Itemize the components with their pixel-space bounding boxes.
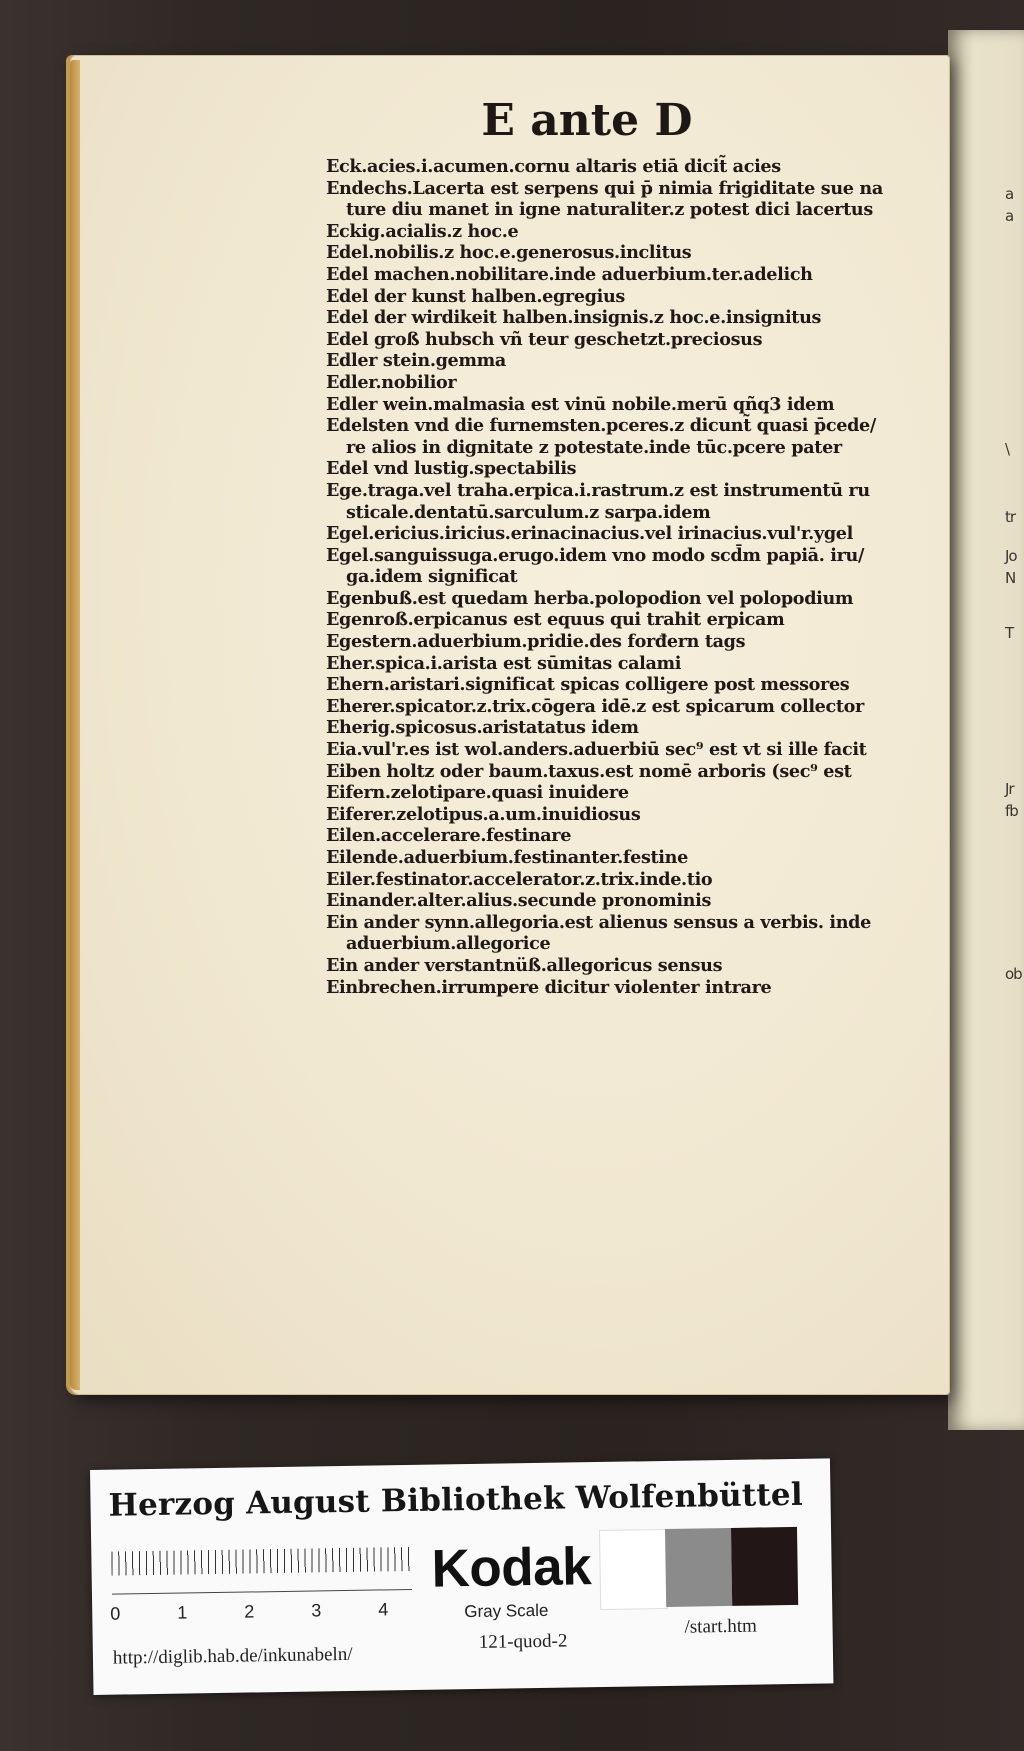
dictionary-entry-line: ga.idem significat	[346, 566, 518, 588]
facing-page-fragment: a	[1005, 207, 1014, 225]
facing-page-fragment: Jr	[1005, 780, 1014, 798]
ruler-number: 3	[311, 1600, 322, 1621]
dictionary-entry-line: Eiler.festinator.accelerator.z.trix.inde.tio	[326, 868, 713, 890]
page-edge	[70, 60, 80, 1390]
dictionary-entry-line: Ehern.aristari.significat spicas colligere post messores	[326, 674, 850, 696]
dictionary-entry-line: Eher.spica.i.arista est sūmitas calami	[326, 652, 682, 674]
dictionary-entry-line: Ein ander verstantnüß.allegoricus sensus	[326, 954, 723, 976]
dictionary-entry-line: Edel der wirdikeit halben.insignis.z hoc.e.insignitus	[326, 307, 822, 329]
facing-page-fragment: Jo	[1005, 547, 1017, 565]
dictionary-entry-line: Edler wein.malmasia est vinū nobile.merū qñq3 idem	[326, 393, 835, 415]
dictionary-entry-line: Ege.traga.vel traha.erpica.i.rastrum.z est instrumentū ru	[326, 479, 870, 501]
facing-page-fragment: T	[1005, 624, 1014, 642]
dictionary-entry-line: Edel groß hubsch vñ teur geschetzt.preciosus	[326, 328, 763, 350]
ruler-number: 1	[177, 1602, 188, 1623]
facing-page-fragment: tr	[1005, 508, 1016, 526]
facing-page-fragment: N	[1005, 569, 1016, 587]
dictionary-entry-line: aduerbium.allegorice	[346, 933, 551, 955]
facing-page-fragment: \	[1005, 440, 1010, 458]
dictionary-entry-line: Edel machen.nobilitare.inde aduerbium.ter.adelich	[326, 263, 813, 285]
page-heading: E ante D	[481, 95, 693, 146]
dictionary-entry-line: Endechs.Lacerta est serpens qui p̄ nimia frigiditate sue na	[326, 177, 883, 199]
card-code: 121-quod-2	[478, 1630, 568, 1653]
gray-scale-label: Gray Scale	[464, 1600, 549, 1622]
dictionary-entry-line: Eckig.acialis.z hoc.e	[326, 220, 519, 242]
dictionary-entry-line: Eck.acies.i.acumen.cornu altaris etiā dicit̃ acies	[326, 156, 781, 177]
dictionary-entry-line: Ein ander synn.allegoria.est alienus sensus a verbis. inde	[326, 911, 871, 933]
dictionary-entry-line: Egel.ericius.iricius.erinacinacius.vel irinacius.vul'r.ygel	[326, 523, 853, 545]
dictionary-entry-line: Edelsten vnd die furnemsten.pceres.z dicunt̃ quasi p̄cede/	[326, 415, 876, 437]
ruler-number: 2	[244, 1601, 255, 1622]
gray-swatch-white	[599, 1529, 668, 1610]
ruler-scale	[111, 1547, 412, 1595]
dictionary-entry-line: sticale.dentatū.sarculum.z sarpa.idem	[346, 501, 711, 523]
dictionary-entries	[326, 156, 896, 998]
dictionary-entry-line: re alios in dignitate z potestate.inde tūc.pcere pater	[346, 436, 842, 458]
dictionary-entry-line: Edel der kunst halben.egregius	[326, 285, 625, 307]
kodak-logo: Kodak	[431, 1537, 592, 1599]
dictionary-entry-line: Egenbuß.est quedam herba.polopodion vel polopodium	[326, 587, 854, 609]
card-start: /start.htm	[684, 1615, 758, 1638]
ruler-number: 0	[110, 1603, 121, 1624]
dictionary-entry-line: Egestern.aduerbium.pridie.des forđern tags	[326, 631, 746, 653]
ruler-number: 4	[378, 1599, 389, 1620]
dictionary-entry-line: Egenroß.erpicanus est equus qui trahit erpicam	[326, 609, 785, 631]
gray-swatch-dark	[731, 1527, 798, 1606]
gray-swatch-mid	[665, 1528, 732, 1607]
dictionary-entry-line: Edler.nobilior	[326, 371, 457, 393]
dictionary-entry-line: Eiferer.zelotipus.a.um.inuidiosus	[326, 803, 641, 825]
dictionary-entry-line: Egel.sanguissuga.erugo.idem vno modo scd̄m papiā. iru/	[326, 544, 865, 566]
dictionary-entry-line: Edel vnd lustig.spectabilis	[326, 458, 577, 480]
dictionary-entry-line: Edel.nobilis.z hoc.e.generosus.inclitus	[326, 242, 692, 264]
dictionary-entry-line: Eherig.spicosus.aristatatus idem	[326, 717, 639, 739]
dictionary-entry-line: Eifern.zelotipare.quasi inuidere	[326, 782, 629, 804]
facing-page-fragment: fb	[1005, 802, 1018, 820]
facing-page	[948, 30, 1024, 1430]
dictionary-entry-line: Eiben holtz oder baum.taxus.est nomē arboris (sec⁹ est	[326, 760, 852, 782]
card-url: http://diglib.hab.de/inkunabeln/	[112, 1643, 353, 1669]
facing-page-fragment: a	[1005, 185, 1014, 203]
facing-page-fragment: ob	[1005, 965, 1022, 983]
dictionary-entry-line: Eilen.accelerare.festinare	[326, 825, 572, 847]
dictionary-entry-line: Eherer.spicator.z.trix.cōgera idē.z est spicarum collector	[326, 695, 864, 717]
dictionary-entry-line: Eilende.aduerbium.festinanter.festine	[326, 847, 688, 868]
dictionary-entry-line: Edler stein.gemma	[326, 350, 506, 372]
dictionary-entry-line: Einander.alter.alius.secunde pronominis	[326, 890, 712, 912]
dictionary-entry-line: Eia.vul'r.es ist wol.anders.aduerbiū sec⁹ est vt si ille facit	[326, 739, 867, 761]
dictionary-entry-line: ture diu manet in igne naturaliter.z potest dici lacertus	[346, 199, 873, 221]
card-title: Herzog August Bibliothek Wolfenbüttel	[108, 1476, 804, 1524]
dictionary-entry-line: Einbrechen.irrumpere dicitur violenter intrare	[326, 976, 772, 998]
calibration-card	[90, 1458, 833, 1695]
